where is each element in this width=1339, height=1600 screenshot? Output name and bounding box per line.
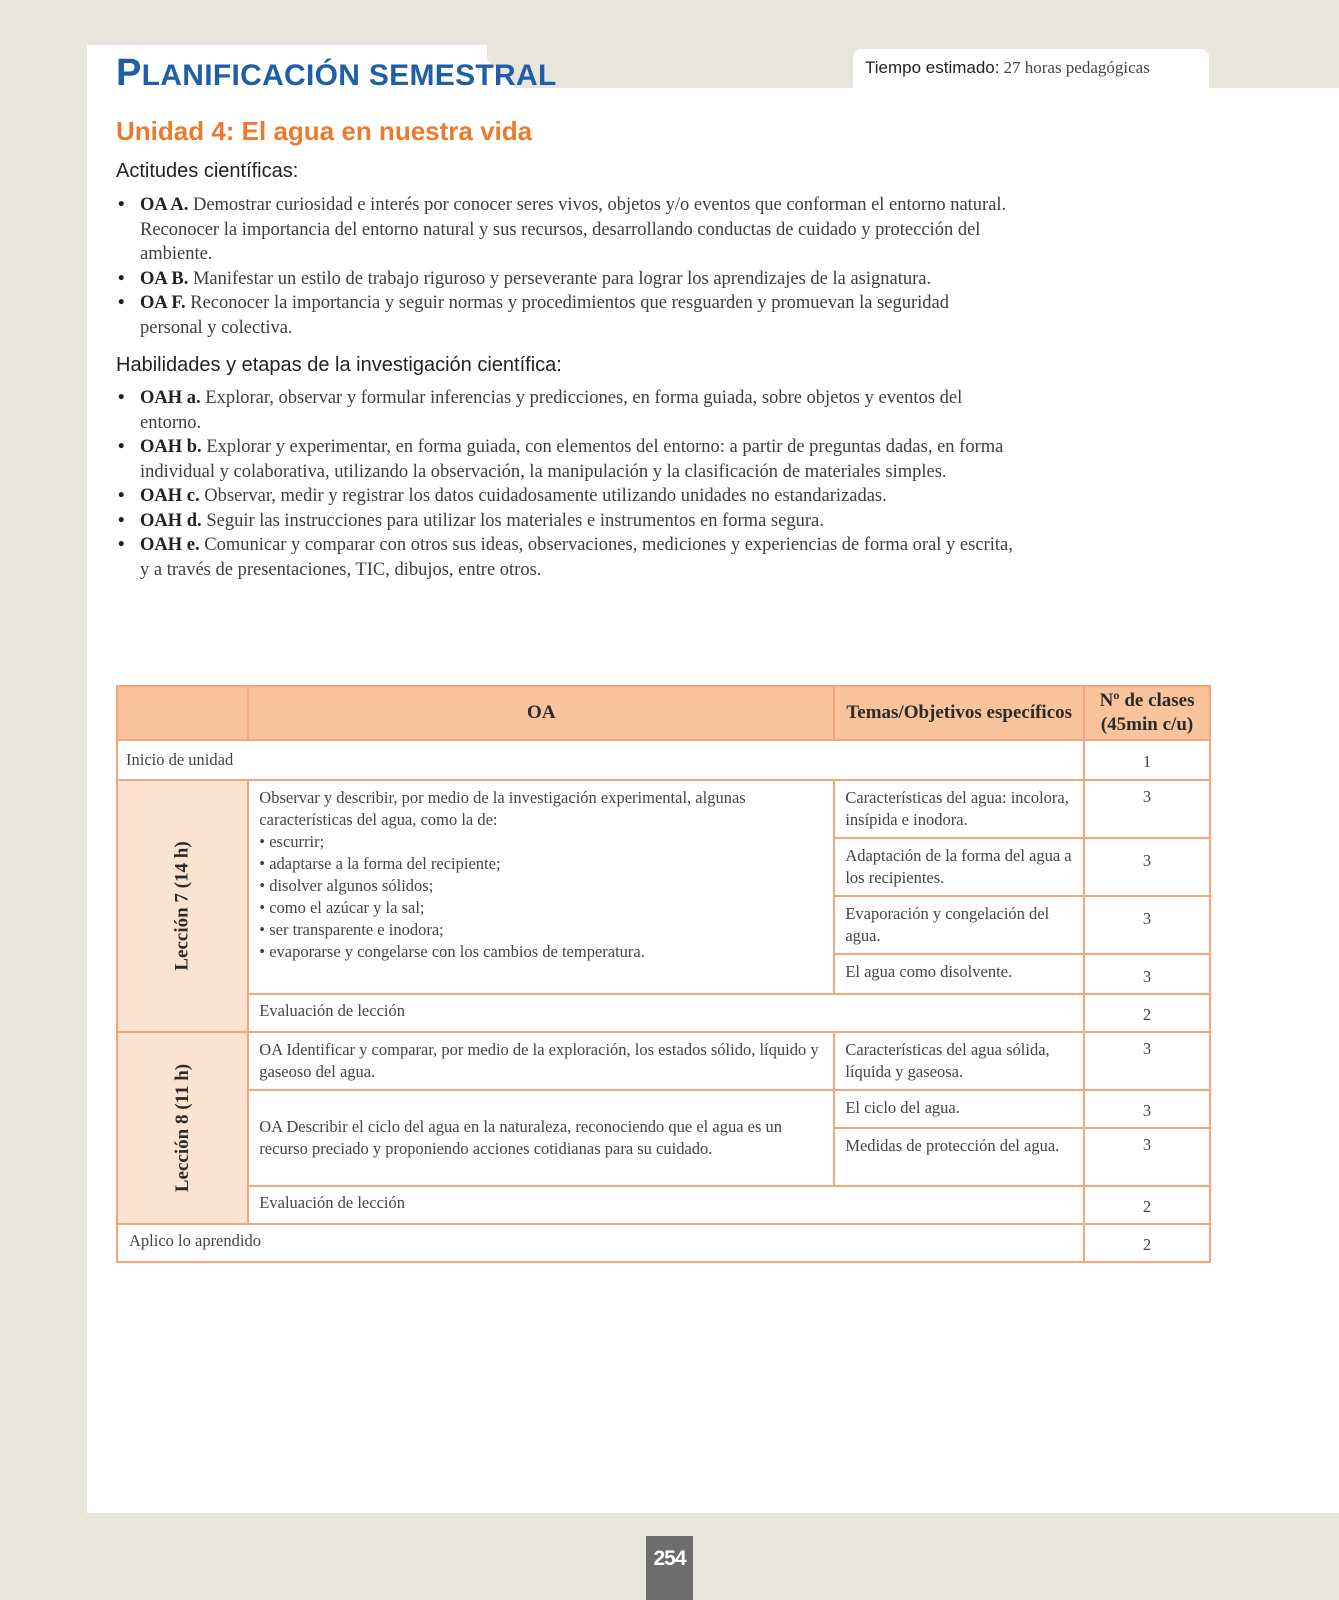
lesson-7-eval: Evaluación de lección	[248, 994, 1084, 1032]
planning-table	[116, 685, 1211, 1263]
lesson-8-oa-1: OA Identificar y comparar, por medio de la exploración, los estados sólido, líquido y gaseoso del agua.	[248, 1032, 834, 1090]
header-blank-cell	[117, 686, 248, 740]
lesson-7-label: Lección 7 (14 h)	[171, 841, 193, 971]
tema-cell: Características del agua: incolora, insípida e inodora.	[834, 780, 1084, 838]
lesson-8-eval: Evaluación de lección	[248, 1186, 1084, 1224]
lesson-7-oa-intro: Observar y describir, por medio de la investigación experimental, algunas características del agua, como la de:	[259, 788, 746, 829]
lesson-8-oa-2: OA Describir el ciclo del agua en la naturaleza, reconociendo que el agua es un recurso preciado y proponiendo acciones cotidianas para su cuidado.	[248, 1090, 834, 1186]
list-item: • OAH d. Seguir las instrucciones para utilizar los materiales e instrumentos en forma segura.	[116, 509, 1016, 534]
list-item: • evaporarse y congelarse con los cambios de temperatura.	[259, 942, 645, 961]
table-row	[117, 1186, 1210, 1224]
aplico-count: 2	[1084, 1224, 1210, 1262]
table-row	[117, 740, 1210, 780]
tema-cell: Adaptación de la forma del agua a los recipientes.	[834, 838, 1084, 896]
list-item: • adaptarse a la forma del recipiente;	[259, 854, 501, 873]
lesson-8-eval-count: 2	[1084, 1186, 1210, 1224]
table-row	[117, 1090, 1210, 1128]
tema-cell: Medidas de protección del agua.	[834, 1128, 1084, 1186]
tema-count: 3	[1084, 838, 1210, 896]
list-item: • OA B. Manifestar un estilo de trabajo riguroso y perseverante para lograr los aprendizajes de la asignatura.	[116, 267, 1016, 292]
tema-cell: El agua como disolvente.	[834, 954, 1084, 994]
table-row	[117, 1032, 1210, 1090]
tema-count: 3	[1084, 1090, 1210, 1128]
list-item: • OA F. Reconocer la importancia y seguir normas y procedimientos que resguarden y promuevan la seguridad personal y colectiva.	[116, 291, 1016, 340]
habilidades-heading: Habilidades y etapas de la investigación científica:	[116, 354, 562, 376]
header-oa: OA	[248, 686, 834, 740]
list-item: • OAH c. Observar, medir y registrar los datos cuidadosamente utilizando unidades no estandarizadas.	[116, 484, 1016, 509]
actitudes-heading: Actitudes científicas:	[116, 160, 299, 182]
actitudes-list	[116, 193, 1016, 340]
list-item: • OAH e. Comunicar y comparar con otros sus ideas, observaciones, mediciones y experiencias de forma oral y escrita, y a través de presentaciones, TIC, dibujos, entre otros.	[116, 533, 1016, 582]
lesson-7-oa	[248, 780, 834, 994]
lesson-7-oa-bullets	[259, 831, 823, 963]
inicio-count: 1	[1084, 740, 1210, 780]
aplico-label: Aplico lo aprendido	[117, 1224, 1084, 1262]
tema-count: 3	[1084, 780, 1210, 838]
lesson-7-label-cell	[117, 780, 248, 1032]
tema-count: 3	[1084, 954, 1210, 994]
tema-count: 3	[1084, 896, 1210, 954]
table-header-row	[117, 686, 1210, 740]
table-row	[117, 994, 1210, 1032]
page-number: 254	[646, 1536, 693, 1600]
table-row	[117, 1224, 1210, 1262]
header-temas: Temas/Objetivos específicos	[834, 686, 1084, 740]
habilidades-list	[116, 386, 1016, 582]
estimated-time-label: Tiempo estimado:	[865, 58, 1000, 77]
tema-count: 3	[1084, 1032, 1210, 1090]
list-item: • escurrir;	[259, 832, 325, 851]
estimated-time-value: 27 horas pedagógicas	[1003, 58, 1150, 77]
unit-title: Unidad 4: El agua en nuestra vida	[116, 116, 533, 146]
estimated-time-box	[853, 49, 1209, 89]
table-row	[117, 780, 1210, 838]
list-item: • OAH a. Explorar, observar y formular inferencias y predicciones, en forma guiada, sobre objetos y eventos del entorno.	[116, 386, 1016, 435]
lesson-7-eval-count: 2	[1084, 994, 1210, 1032]
header-clases: Nº de clases (45min c/u)	[1084, 686, 1210, 740]
list-item: • disolver algunos sólidos;	[259, 876, 434, 895]
page-title: PLANIFICACIÓN SEMESTRAL	[116, 52, 557, 94]
tema-cell: Evaporación y congelación del agua.	[834, 896, 1084, 954]
inicio-label: Inicio de unidad	[117, 740, 1084, 780]
list-item: • OA A. Demostrar curiosidad e interés por conocer seres vivos, objetos y/o eventos que conforman el entorno natural. Reconocer la importancia del entorno natural y sus recursos, desarrollando conductas de cuidado y protección del ambiente.	[116, 193, 1016, 267]
list-item: • ser transparente e inodora;	[259, 920, 444, 939]
tema-count: 3	[1084, 1128, 1210, 1186]
list-item: • como el azúcar y la sal;	[259, 898, 425, 917]
list-item: • OAH b. Explorar y experimentar, en forma guiada, con elementos del entorno: a partir de preguntas dadas, en forma individual y colaborativa, utilizando la observación, la manipulación y la clasificación de materiales simples.	[116, 435, 1016, 484]
tema-cell: Características del agua sólida, líquida y gaseosa.	[834, 1032, 1084, 1090]
lesson-8-label-cell	[117, 1032, 248, 1224]
tema-cell: El ciclo del agua.	[834, 1090, 1084, 1128]
lesson-8-label: Lección 8 (11 h)	[171, 1063, 193, 1193]
